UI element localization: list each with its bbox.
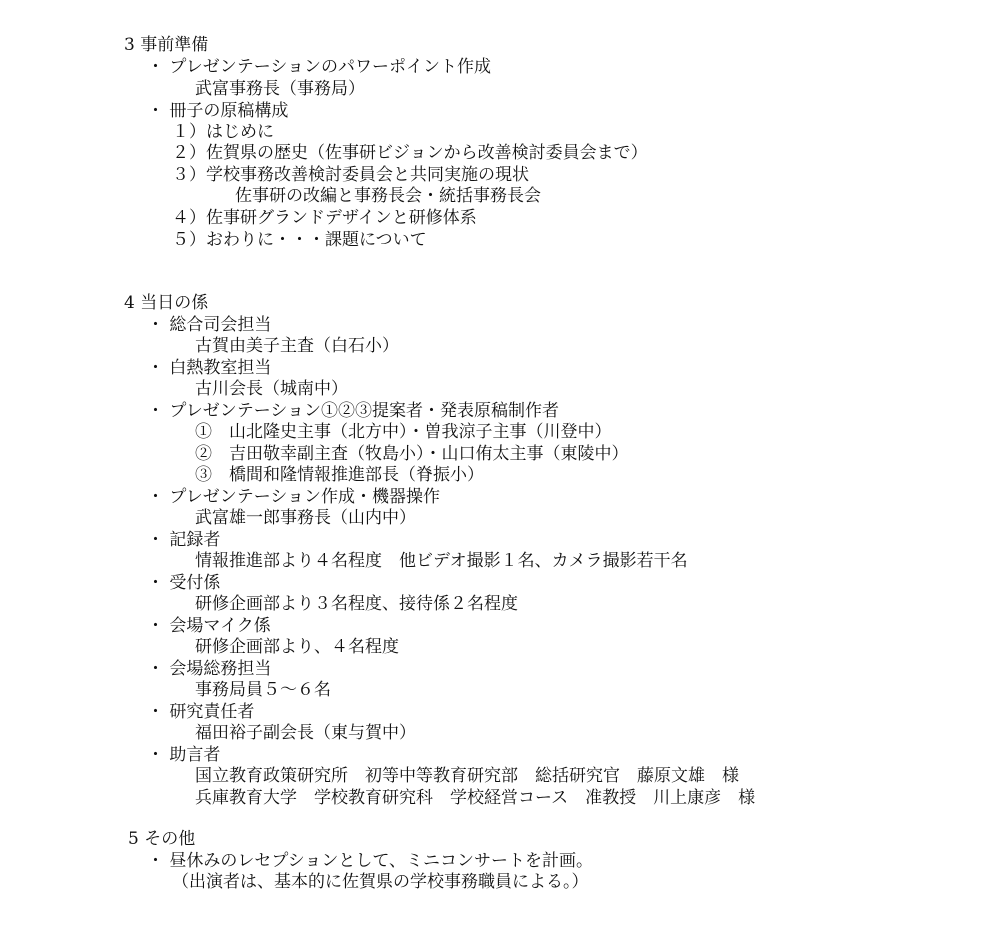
toc-item: １）はじめに — [172, 122, 274, 142]
toc-item: ４）佐事研グランドデザインと研修体系 — [172, 208, 477, 228]
section-heading-other: 5 その他 — [128, 829, 196, 849]
toc-item-sub: 佐事研の改編と事務長会・統括事務長会 — [235, 186, 541, 206]
role-person: 古賀由美子主査（白石小） — [195, 336, 399, 356]
role-person: 武富雄一郎事務長（山内中） — [195, 508, 416, 528]
section-heading-day: 4 当日の係 — [124, 293, 209, 313]
section-heading-prep: 3 事前準備 — [124, 35, 209, 55]
other-note: （出演者は、基本的に佐賀県の学校事務職員による。） — [172, 872, 589, 892]
role-item: ・ 助言者 — [147, 745, 221, 765]
role-person: ① 山北隆史主事（北方中）・曽我涼子主事（川登中） — [195, 422, 612, 442]
role-item: ・ プレゼンテーション①②③提案者・発表原稿制作者 — [147, 401, 560, 421]
toc-item: ５）おわりに・・・課題について — [172, 230, 427, 250]
role-person: 情報推進部より４名程度 他ビデオ撮影１名、カメラ撮影若干名 — [195, 551, 688, 571]
role-item: ・ 記録者 — [147, 530, 221, 550]
role-item: ・ 白熱教室担当 — [147, 358, 272, 378]
role-item: ・ 会場総務担当 — [147, 659, 272, 679]
role-person: 古川会長（城南中） — [195, 379, 348, 399]
role-item: ・ 研究責任者 — [147, 702, 255, 722]
prep-item-presentation-owner: 武富事務長（事務局） — [195, 79, 365, 99]
role-person: ② 吉田敬幸副主査（牧島小）・山口侑太主事（東陵中） — [195, 444, 629, 464]
role-item: ・ 会場マイク係 — [147, 616, 271, 636]
other-item: ・ 昼休みのレセプションとして、ミニコンサートを計画。 — [147, 851, 594, 871]
prep-item-presentation: ・ プレゼンテーションのパワーポイント作成 — [147, 57, 492, 77]
role-person: 国立教育政策研究所 初等中等教育研究部 総括研究官 藤原文雄 様 — [195, 766, 739, 786]
role-person: 事務局員５～６名 — [195, 680, 331, 700]
toc-item: ２）佐賀県の歴史（佐事研ビジョンから改善検討委員会まで） — [172, 143, 648, 163]
role-item: ・ 受付係 — [147, 573, 221, 593]
role-person: 福田裕子副会長（東与賀中） — [195, 723, 416, 743]
toc-item: ３）学校事務改善検討委員会と共同実施の現状 — [172, 165, 529, 185]
role-item: ・ 総合司会担当 — [147, 315, 272, 335]
role-person: 研修企画部より３名程度、接待係２名程度 — [195, 594, 518, 614]
prep-item-booklet: ・ 冊子の原稿構成 — [147, 101, 289, 121]
role-item: ・ プレゼンテーション作成・機器操作 — [147, 487, 441, 507]
role-person: 研修企画部より、４名程度 — [195, 637, 399, 657]
role-person: ③ 橋間和隆情報推進部長（脊振小） — [195, 465, 484, 485]
role-person: 兵庫教育大学 学校教育研究科 学校経営コース 准教授 川上康彦 様 — [195, 788, 756, 808]
